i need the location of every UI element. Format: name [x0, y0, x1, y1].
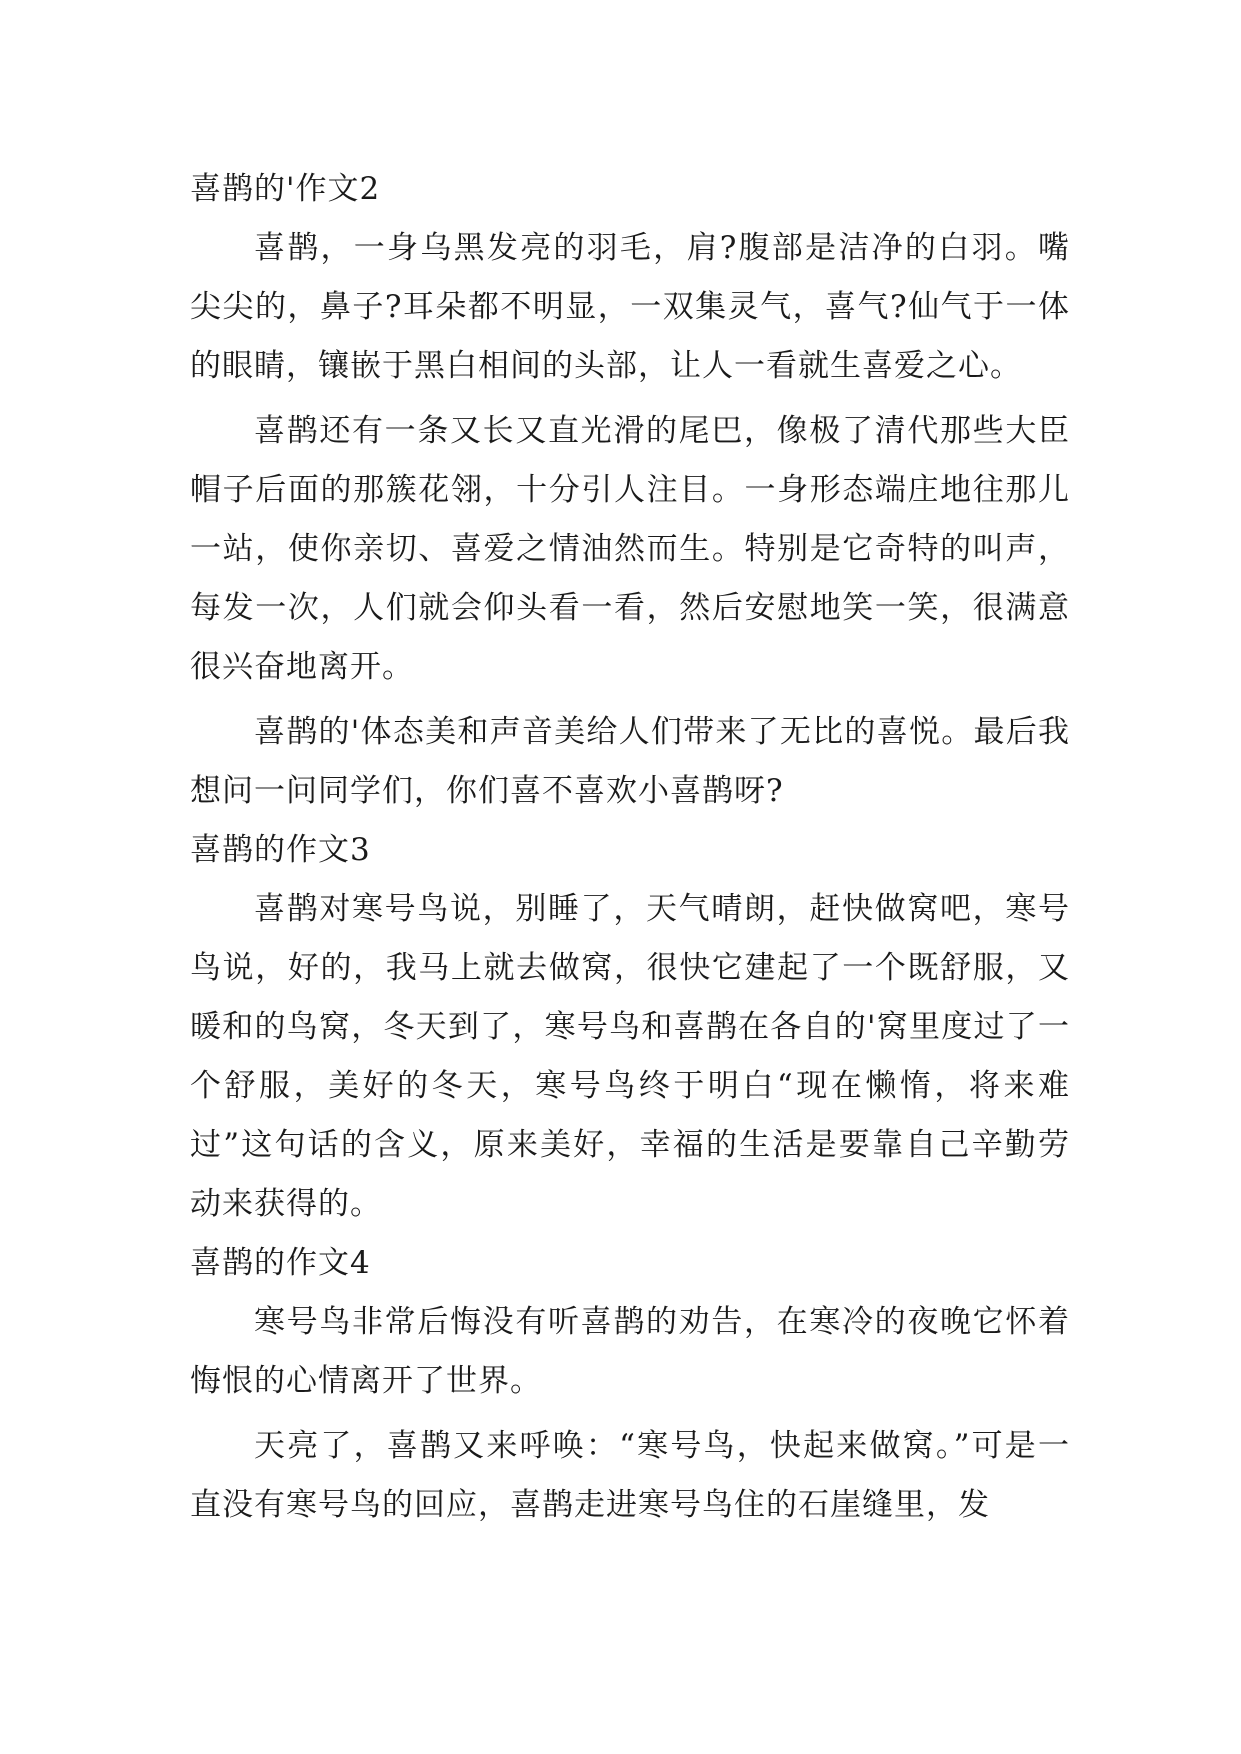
paragraph: 天亮了，喜鹊又来呼唤：“寒号鸟，快起来做窝。”可是一直没有寒号鸟的回应，喜鹊走进寒号鸟住的石崖缝里，发 [190, 1428, 1070, 1523]
paragraph: 喜鹊，一身乌黑发亮的羽毛，肩?腹部是洁净的白羽。嘴尖尖的，鼻子?耳朵都不明显，一双集灵气，喜气?仙气于一体的眼睛，镶嵌于黑白相间的头部，让人一看就生喜爱之心。 [190, 230, 1070, 384]
section-heading: 喜鹊的'作文2 [190, 171, 381, 207]
paragraph: 喜鹊还有一条又长又直光滑的尾巴，像极了清代那些大臣帽子后面的那簇花翎，十分引人注目。一身形态端庄地往那儿一站，使你亲切、喜爱之情油然而生。特别是它奇特的叫声，每发一次，人们就会仰头看一看，然后安慰地笑一笑，很满意很兴奋地离开。 [190, 413, 1070, 685]
document-body [190, 160, 1070, 1535]
section-heading: 喜鹊的作文4 [190, 1245, 371, 1281]
paragraph: 喜鹊的'体态美和声音美给人们带来了无比的喜悦。最后我想问一问同学们，你们喜不喜欢小喜鹊呀? [190, 714, 1070, 809]
paragraph: 寒号鸟非常后悔没有听喜鹊的劝告，在寒冷的夜晚它怀着悔恨的心情离开了世界。 [190, 1304, 1070, 1399]
section-heading: 喜鹊的作文3 [190, 832, 371, 868]
paragraph: 喜鹊对寒号鸟说，别睡了，天气晴朗，赶快做窝吧，寒号鸟说，好的，我马上就去做窝，很快它建起了一个既舒服，又暖和的鸟窝，冬天到了，寒号鸟和喜鹊在各自的'窝里度过了一个舒服，美好的冬天，寒号鸟终于明白“现在懒惰，将来难过”这句话的含义，原来美好，幸福的生活是要靠自己辛勤劳动来获得的。 [190, 891, 1070, 1222]
